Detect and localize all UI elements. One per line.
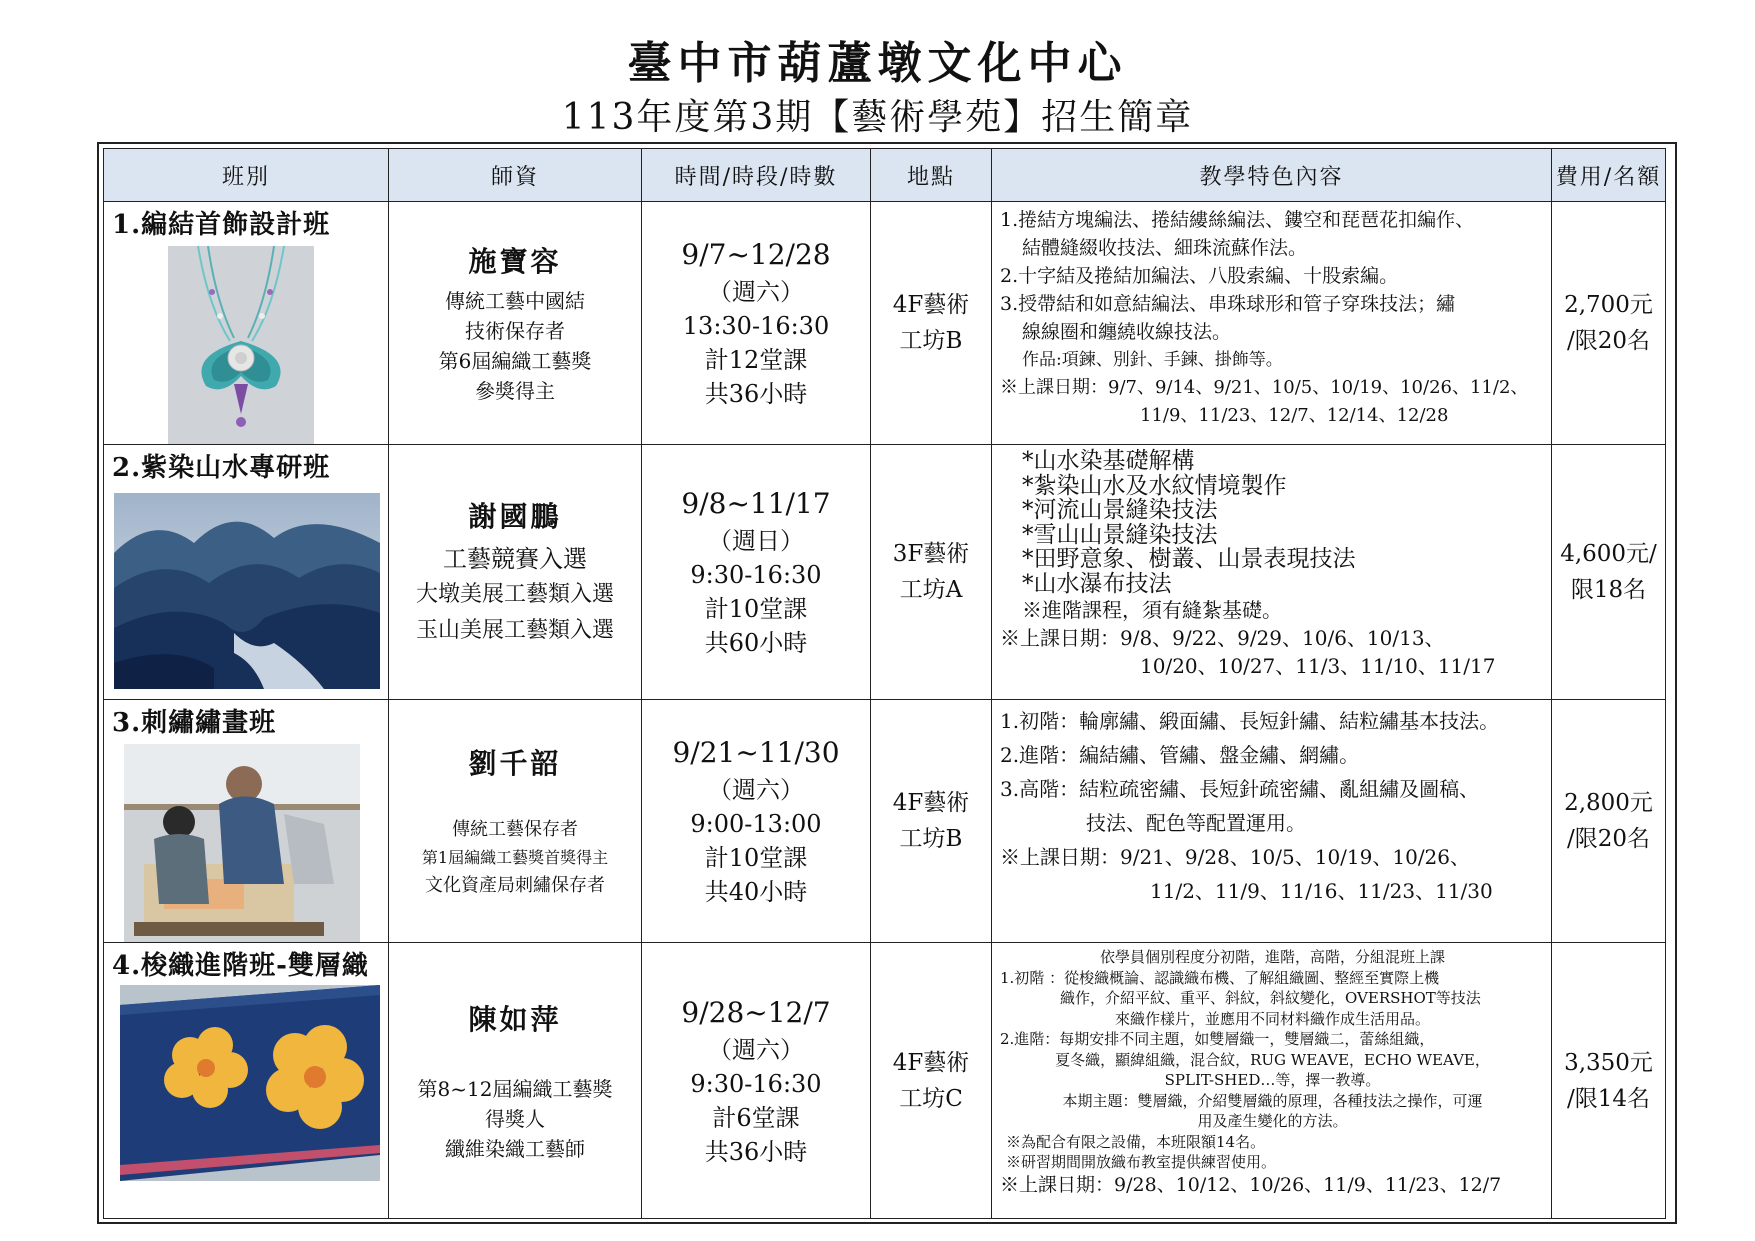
schedule-time: 13:30-16:30 bbox=[682, 312, 830, 340]
col-header-schedule: 時間/時段/時數 bbox=[642, 149, 871, 202]
location-cell bbox=[871, 445, 992, 700]
table-row bbox=[104, 943, 1666, 1219]
location-room: 工坊A bbox=[899, 577, 963, 603]
page-subtitle: 113年度第3期【藝術學苑】招生簡章 bbox=[561, 97, 1194, 138]
content-line: ※上課日期：9/21、9/28、10/5、10/19、10/26、 bbox=[1000, 845, 1471, 869]
teacher-cell bbox=[389, 202, 642, 445]
table-row bbox=[104, 202, 1666, 445]
content-line: ※為配合有限之設備，本班限額14名。 bbox=[1006, 1132, 1266, 1151]
location-cell bbox=[871, 202, 992, 445]
schedule-dates: 9/21~11/30 bbox=[672, 736, 840, 769]
class-cell bbox=[104, 943, 389, 1219]
schedule-weekday: （週六） bbox=[708, 776, 804, 804]
teacher-credential: 傳統工藝中國結 bbox=[445, 289, 585, 313]
teacher-credential: 技術保存者 bbox=[465, 319, 565, 343]
teacher-cell bbox=[389, 943, 642, 1219]
content-line: *雪山山景縫染技法 bbox=[1022, 521, 1218, 548]
schedule-cell bbox=[642, 700, 871, 943]
schedule-dates: 9/28~12/7 bbox=[681, 995, 831, 1029]
indigo-mountain-photo bbox=[114, 493, 380, 689]
content-line: 技法、配色等配置運用。 bbox=[1086, 811, 1306, 835]
class-cell bbox=[104, 202, 389, 445]
teacher-credential: 文化資產局刺繡保存者 bbox=[425, 875, 605, 896]
content-line: ※上課日期：9/7、9/14、9/21、10/5、10/19、10/26、11/2、 bbox=[1000, 377, 1529, 398]
fee-quota: 限18名 bbox=[1570, 577, 1647, 603]
fee-amount: 4,600元/ bbox=[1560, 541, 1657, 567]
content-line: 依學員個別程度分初階，進階，高階，分組混班上課 bbox=[1099, 948, 1445, 966]
teacher-credential: 纖維染織工藝師 bbox=[445, 1136, 585, 1161]
content-line: 夏冬織，顯緯組織，混合紋，RUG WEAVE，ECHO WEAVE， bbox=[1055, 1050, 1490, 1069]
schedule-hours: 共36小時 bbox=[704, 380, 808, 408]
schedule-cell bbox=[642, 202, 871, 445]
location-room: 工坊B bbox=[899, 826, 963, 852]
class-name: 1.編結首飾設計班 bbox=[112, 210, 331, 240]
teacher-credential: 玉山美展工藝類入選 bbox=[415, 618, 614, 643]
content-line: 結體縫綴收技法、細珠流蘇作法。 bbox=[1022, 237, 1308, 259]
fee-cell bbox=[1552, 943, 1666, 1219]
location-floor: 4F藝術 bbox=[892, 790, 970, 816]
content-cell bbox=[992, 445, 1552, 700]
fee-cell bbox=[1552, 202, 1666, 445]
content-line: 1.初階：輪廓繡、緞面繡、長短針繡、結粒繡基本技法。 bbox=[1000, 709, 1500, 733]
schedule-sessions: 計10堂課 bbox=[704, 844, 808, 872]
schedule-weekday: （週六） bbox=[708, 1035, 804, 1064]
fee-cell bbox=[1552, 445, 1666, 700]
teacher-cell bbox=[389, 445, 642, 700]
content-line: 本期主題：雙層織，介紹雙層織的原理，各種技法之操作，可運 bbox=[1062, 1091, 1483, 1110]
content-line: 2.進階：編結繡、管繡、盤金繡、網繡。 bbox=[1000, 743, 1360, 767]
content-line: 用及產生變化的方法。 bbox=[1197, 1112, 1348, 1130]
col-header-fee: 費用/名額 bbox=[1552, 149, 1666, 202]
content-line: ※上課日期：9/8、9/22、9/29、10/6、10/13、 bbox=[1000, 626, 1445, 650]
location-cell bbox=[871, 943, 992, 1219]
content-line: 11/9、11/23、12/7、12/14、12/28 bbox=[1140, 405, 1449, 426]
content-line: ※進階課程，須有縫紮基礎。 bbox=[1022, 598, 1282, 622]
schedule-hours: 共60小時 bbox=[704, 629, 808, 657]
content-line: 2.十字結及捲結加編法、八股索編、十股索編。 bbox=[1000, 265, 1399, 287]
location-cell bbox=[871, 700, 992, 943]
schedule-cell bbox=[642, 943, 871, 1219]
content-line: 織作，介紹平紋、重平、斜紋，斜紋變化，OVERSHOT等技法 bbox=[1060, 989, 1481, 1007]
table-row bbox=[104, 700, 1666, 943]
schedule-hours: 共36小時 bbox=[704, 1137, 808, 1166]
schedule-sessions: 計6堂課 bbox=[712, 1103, 800, 1132]
content-line: 3.高階：結粒疏密繡、長短針疏密繡、亂組繡及圖稿、 bbox=[1000, 777, 1480, 801]
fee-amount: 2,700元 bbox=[1564, 292, 1653, 318]
teacher-cell bbox=[389, 700, 642, 943]
fee-quota: /限20名 bbox=[1566, 826, 1650, 852]
teacher-credential: 得獎人 bbox=[485, 1106, 545, 1131]
schedule-sessions: 計12堂課 bbox=[704, 346, 808, 374]
schedule-hours: 共40小時 bbox=[704, 878, 808, 906]
teacher-name: 謝國鵬 bbox=[468, 500, 562, 533]
table-row bbox=[104, 445, 1666, 700]
schedule-weekday: （週六） bbox=[708, 278, 804, 306]
teacher-credential: 傳統工藝保存者 bbox=[452, 819, 578, 840]
schedule-time: 9:30-16:30 bbox=[690, 1069, 822, 1098]
content-line: 1.捲結方塊編法、捲結縷絲編法、鏤空和琵琶花扣編作、 bbox=[1000, 209, 1475, 231]
embroidery-class-photo bbox=[124, 744, 360, 942]
teacher-name: 施寶容 bbox=[468, 245, 562, 278]
schedule-cell bbox=[642, 445, 871, 700]
teacher-credential: 第8~12屆編織工藝獎 bbox=[417, 1076, 613, 1101]
location-floor: 3F藝術 bbox=[892, 541, 970, 567]
fee-amount: 2,800元 bbox=[1564, 790, 1653, 816]
schedule-dates: 9/8~11/17 bbox=[681, 487, 831, 520]
col-header-teacher: 師資 bbox=[389, 149, 642, 202]
content-line: 1.初階 ：從梭織概論、認識織布機、了解組織圖、整經至實際上機 bbox=[1000, 968, 1440, 987]
location-room: 工坊C bbox=[899, 1085, 963, 1112]
necklace-photo bbox=[168, 246, 314, 444]
teacher-credential: 第6屆編織工藝獎 bbox=[438, 349, 592, 373]
class-name: 2.紫染山水專研班 bbox=[112, 453, 331, 483]
fee-quota: /限14名 bbox=[1566, 1085, 1650, 1112]
col-header-location: 地點 bbox=[871, 149, 992, 202]
class-name: 3.刺繡繡畫班 bbox=[112, 708, 277, 738]
content-line: *田野意象、樹叢、山景表現技法 bbox=[1022, 546, 1356, 572]
content-line: 線線圈和纏繞收線技法。 bbox=[1022, 321, 1232, 343]
fee-amount: 3,350元 bbox=[1564, 1049, 1653, 1076]
class-cell bbox=[104, 445, 389, 700]
content-line: SPLIT-SHED…等，擇一教導。 bbox=[1164, 1071, 1381, 1089]
schedule-sessions: 計10堂課 bbox=[704, 595, 808, 623]
col-header-content: 教學特色內容 bbox=[992, 149, 1552, 202]
fee-cell bbox=[1552, 700, 1666, 943]
content-line: 2.進階：每期安排不同主題，如雙層織一，雙層織二，蕾絲組織， bbox=[1000, 1030, 1435, 1048]
teacher-credential: 第1屆編織工藝獎首獎得主 bbox=[421, 848, 609, 867]
teacher-credential: 大墩美展工藝類入選 bbox=[415, 582, 614, 607]
content-line: *河流山景縫染技法 bbox=[1022, 497, 1218, 523]
content-cell bbox=[992, 700, 1552, 943]
teacher-credential: 工藝競賽入選 bbox=[443, 545, 587, 573]
col-header-class: 班別 bbox=[104, 149, 389, 202]
location-room: 工坊B bbox=[899, 328, 963, 354]
content-line: 作品:項鍊、別針、手鍊、掛飾等。 bbox=[1022, 350, 1283, 370]
course-table bbox=[103, 148, 1666, 1219]
content-cell bbox=[992, 202, 1552, 445]
location-floor: 4F藝術 bbox=[892, 1049, 970, 1076]
schedule-weekday: （週日） bbox=[708, 527, 804, 555]
table-header-row bbox=[104, 149, 1666, 202]
content-line: *山水瀑布技法 bbox=[1022, 570, 1172, 597]
teacher-name: 劉千韶 bbox=[468, 747, 562, 780]
content-line: ※研習期間開放織布教室提供練習使用。 bbox=[1006, 1153, 1277, 1171]
teacher-name: 陳如萍 bbox=[468, 1002, 562, 1036]
class-name: 4.梭織進階班-雙層織 bbox=[112, 951, 369, 981]
teacher-credential: 參獎得主 bbox=[475, 379, 555, 403]
location-floor: 4F藝術 bbox=[892, 292, 970, 318]
fee-quota: /限20名 bbox=[1566, 328, 1650, 354]
content-line: ※上課日期：9/28、10/12、10/26、11/9、11/23、12/7 bbox=[1000, 1173, 1502, 1196]
content-line: 來織作樣片，並應用不同材料織作成生活用品。 bbox=[1114, 1009, 1430, 1028]
content-cell bbox=[992, 943, 1552, 1219]
content-line: *山水染基礎解構 bbox=[1022, 448, 1195, 474]
schedule-dates: 9/7~12/28 bbox=[681, 238, 831, 271]
woven-flower-photo bbox=[120, 985, 380, 1181]
content-line: 11/2、11/9、11/16、11/23、11/30 bbox=[1150, 879, 1493, 903]
class-cell bbox=[104, 700, 389, 943]
content-line: 10/20、10/27、11/3、11/10、11/17 bbox=[1140, 654, 1496, 678]
schedule-time: 9:30-16:30 bbox=[690, 561, 822, 589]
content-line: 3.授帶結和如意結編法、串珠球形和管子穿珠技法；繡 bbox=[1000, 293, 1456, 315]
content-line: *紮染山水及水紋情境製作 bbox=[1022, 472, 1287, 499]
schedule-time: 9:00-13:00 bbox=[690, 810, 822, 838]
page-title: 臺中市葫蘆墩文化中心 bbox=[627, 38, 1128, 89]
